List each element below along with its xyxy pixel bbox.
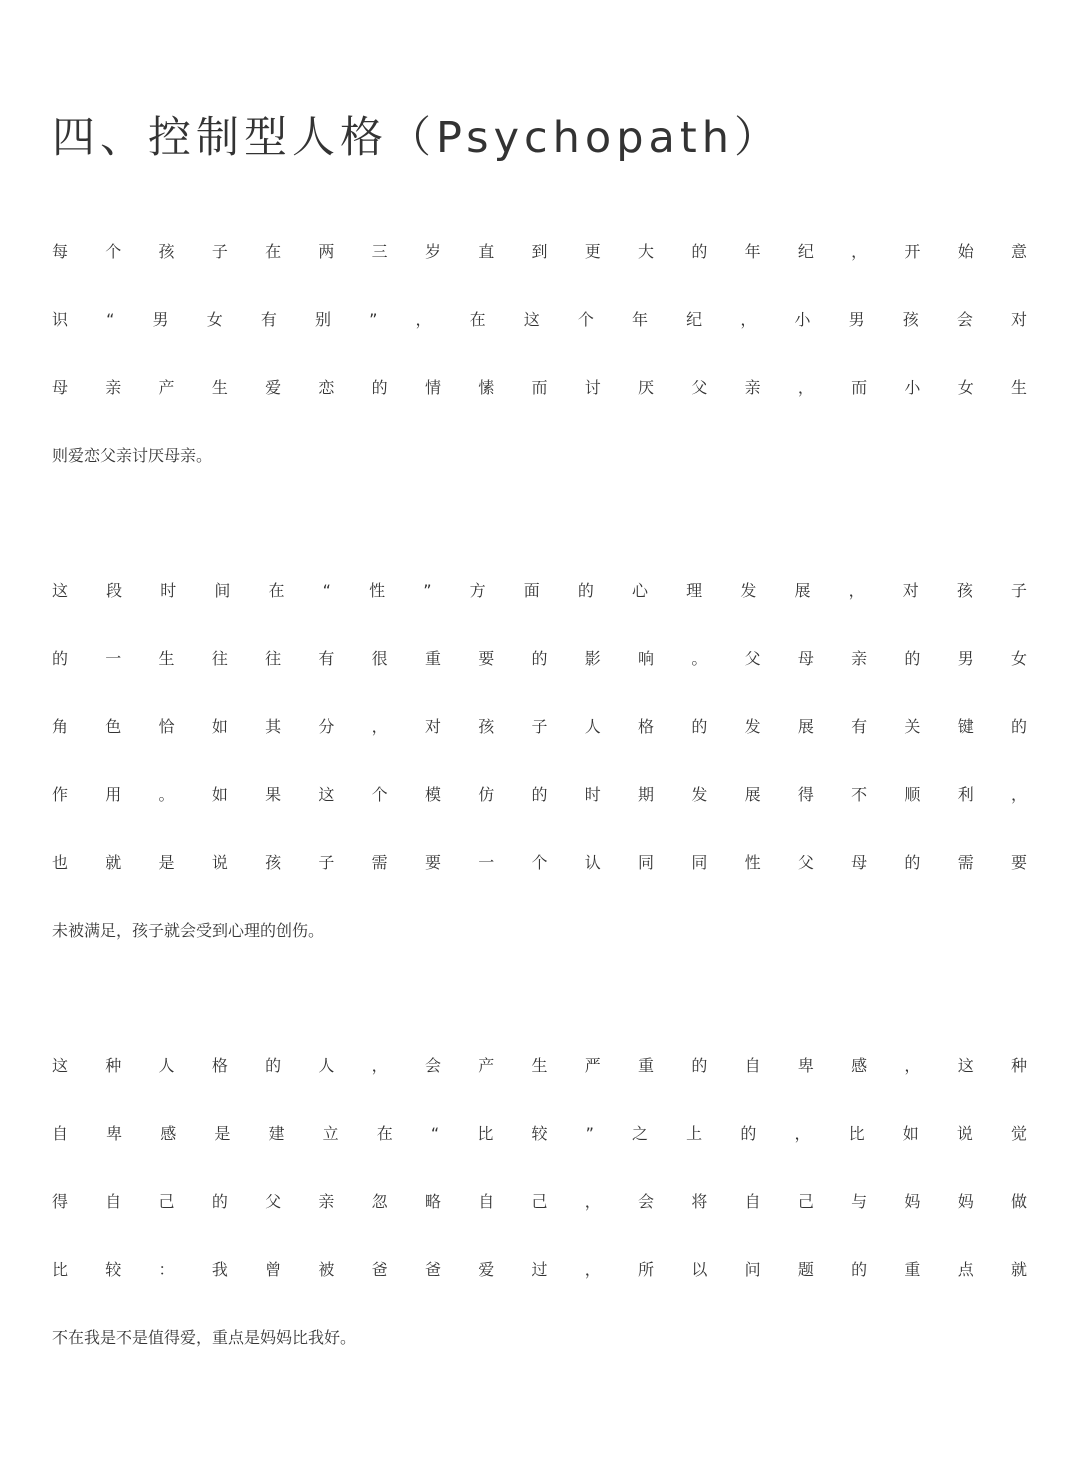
paragraph-line: 不在我是不是值得爱，重点是妈妈比我好。: [52, 1328, 357, 1347]
paragraph-line: 比较：我曾被爸爸爱过，所以问题的重点就: [52, 1260, 1027, 1279]
paragraph-1: [52, 239, 1027, 511]
paragraph-2: [52, 578, 1027, 986]
paragraph-line: 这段时间在“性”方面的心理发展，对孩子: [52, 581, 1027, 600]
section-heading: 四、控制型人格（Psychopath）: [52, 113, 782, 163]
paragraph-line: 角色恰如其分，对孩子人格的发展有关键的: [52, 717, 1027, 736]
paragraph-line: 得自己的父亲忽略自己，会将自己与妈妈做: [52, 1192, 1027, 1211]
paragraph-line: 每个孩子在两三岁直到更大的年纪，开始意: [52, 242, 1027, 261]
paragraph-line: 则爱恋父亲讨厌母亲。: [52, 446, 213, 465]
paragraph-line: 这种人格的人，会产生严重的自卑感，这种: [52, 1056, 1027, 1075]
paragraph-line: 识“男女有别”，在这个年纪，小男孩会对: [52, 310, 1027, 329]
paragraph-line: 未被满足，孩子就会受到心理的创伤。: [52, 921, 325, 940]
paragraph-line: 自卑感是建立在“比较”之上的，比如说觉: [52, 1124, 1027, 1143]
paragraph-3: [52, 1053, 1027, 1393]
article: [52, 104, 1027, 1460]
paragraph-line: 也就是说孩子需要一个认同同性父母的需要: [52, 853, 1027, 872]
paragraph-line: 的一生往往有很重要的影响。父母亲的男女: [52, 649, 1027, 668]
paragraph-line: 作用。如果这个模仿的时期发展得不顺利，: [52, 785, 1027, 804]
paragraph-line: 母亲产生爱恋的情愫而讨厌父亲，而小女生: [52, 378, 1027, 397]
